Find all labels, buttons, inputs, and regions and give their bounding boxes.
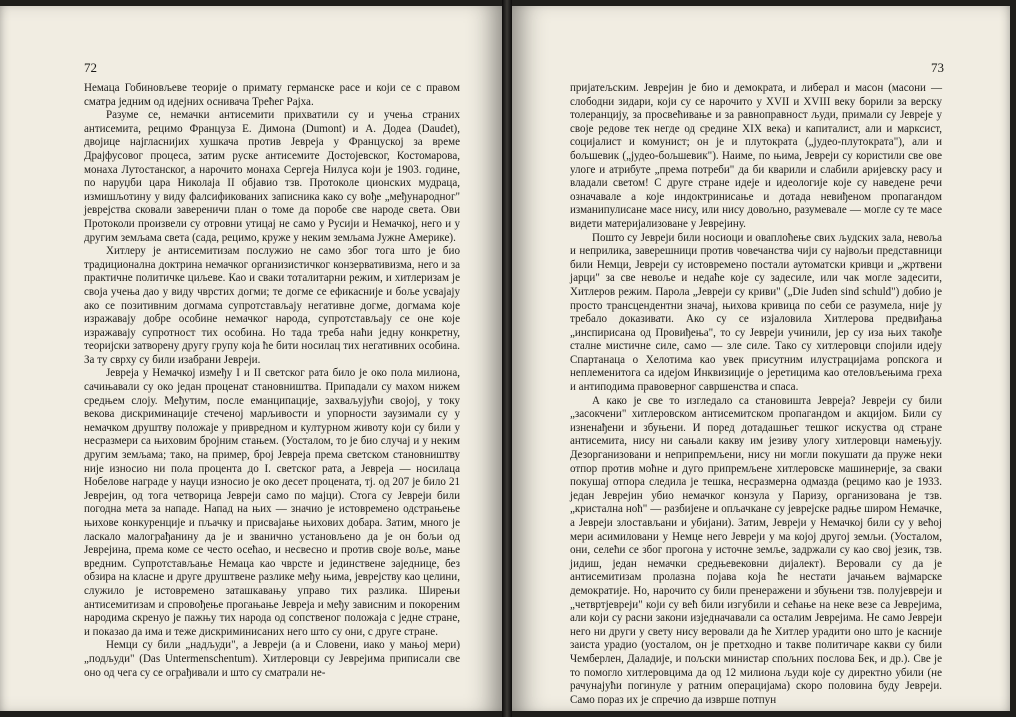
paragraph: Пошто су Јевреји били носиоци и оваплоћење свих људских зала, невоља и неприлика, заверешници против човечанства чији су највољи представници били Немци, Јевреји су истовремено постали аутоматски кривци и „жртвени јарци" за све невоље и недаће које су задесиле, или чак могле задесити, Хитлеров режим. Парола „Јевреји су криви" („Die Juden sind schuld") добио је просто трансцендентни значај, њихова кривица по себи се разумела, није ју требало доказивати. Ако су се изјаловила Хитлерова предвиђања „инспирисана од Провиђења", то су Јевреји учинили, јер су иза њих такође сталне мистичне силе, само — зле силе. Тако су хитлеровци спојили идеју Спартанаца о Хелотима као увек присутним илустрацијама ропскога и неплеменитога са идејом Инквизиције о јеретицима као отеловљењима греха и антиподима правоверног савршенства и спаса. (570, 231, 942, 394)
page-number-left: 72 (84, 60, 97, 75)
paragraph: Немаца Гобиновљеве теорије о примату германске расе и који се с правом сматра једним од идејних оснивача Трећег Рајха. (84, 82, 460, 108)
left-page (0, 6, 502, 711)
paragraph: пријатељским. Јеврејин је био и демократа, и либерал и масон (масони — слободни зидари, који су се нарочито у XVII и XVIII веку борили за верску толеранцију, за просвећивање и за равноправност људи, примали су Јевреје у своје редове тек негде од средине XIX века) и капиталист, али и марксист, социјалист и комунист; он је и плутократа („јудео-плутократа"), али и бољшевик („јудео-бољшевик"). Наиме, по њима, Јевреји су користили све ове улоге и атрибуте „према потреби" да би кварили и слабили аријевску расу и владали светом! С друге стране идеје и идеологије које су наведене речи означавале а које индоктринисање и дотада невиђеном пропагандом изманипулисане масе нису, или нису довољно, разумевале — могле су те масе видети материјализоване у Јеврејину. (570, 82, 942, 230)
paragraph: Немци су били „надљуди", а Јевреји (а и Словени, иако у мањој мери) „подљуди" (Das Untermenschentum). Хитлеровци су Јеврејима приписали све оно од чега су се ограђивали и што су сматрали не- (84, 639, 460, 679)
book-gutter (502, 0, 512, 717)
paragraph: Јевреја у Немачкој између I и II светског рата било је око пола милиона, сачињавали су око један проценат становништва. Припадали су махом нижем средњем слоју. Међутим, после еманципације, захваљујући својој, у току векова дискриминације стеченој марљивости и упорности заузимали су у немачком друштву положаје у привредном и културном животу који су били у несразмери са њиховим бројним стањем. (Уосталом, то је био случај и у неким другим земљама; тако, на пример, број Јевреја према светском становништву није износио ни пола процента до I. светског рата, а Јевреја — носилаца Нобелове награде у науци износио је око десет процената, тј. од 207 је било 21 Јеврејин, од тога четворица Јевреји само по мајци). Стога су Јевреји били погодна мета за нападе. Напад на њих — значио је истовремено одстрањење њихове конкуренције и пљачку и присвајање њихових добара. Затим, много је ласкало малограђанину да је и званично установљено да је он бољи од Јеврејина, према коме се често осећао, и несвесно и против своје воље, мање вредним. Супротстављање Немаца као чврсте и јединствене заједнице, без обзира на класне и друге друштвене разлике међу њима, јеврејству као целини, служило је истовремено заташкавању управо тих разлика. Ширењи антисемитизам и спровођење прогањање Јевреја и међу зависним и покореним народима скренуо је пажњу тих народа од сопственог положаја с једне стране, и показао да има и теже дискриминисаних него што су они, с друге стране. (84, 367, 460, 638)
right-page (512, 6, 1010, 711)
paragraph: Разуме се, немачки антисемити прихватили су и учења страних антисемита, рецимо Француза Е. Димона (Dumont) и А. Додеа (Daudet), двојице најгласнијих хушкача против Јевреја у Француској за време Драјфусовог процеса, затим руске антисемите Достојевског, Костомарова, монаха Лутостанског, а нарочито монаха Сергеја Нилуса који је 1903. године, по наруџби цара Николаја II објавио тзв. Протоколе ционских мудраца, измишљотину у виду фалсификованих записника како су вође „међународног" јеврејства сковали завереничи план о томе да поробе све народе света. Ови Протоколи произвели су отровни утицај не само у Русији и Немачкој, него и у другим земљама света (сада, рецимо, круже у неким земљама Јужне Америке). (84, 109, 460, 244)
left-page-text (84, 82, 460, 680)
right-page-text (570, 82, 942, 707)
paragraph: Хитлеру је антисемитизам послужио не само због тога што је био традиционална доктрина немачког организистичког конзервативизма, него и за практичне политичке циљеве. Као и сваки тоталитарни режим, и хитлеризам је своја учења дао у виду чврстих догми; те догме се ефикасније и боље усвајају ако се позитивним догмама супротстављају негативне догме, догмама које изражавају добре особине немачког народа, супротстављају се оне које изражавају супротност тих особина. Но тада треба наћи једну конкретну, теоријски затворену другу групу која ће бити носилац тих негативних особина. За ту сврху су били изабрани Јевреји. (84, 245, 460, 366)
paragraph: А како је све то изгледало са становишта Јевреја? Јевреји су били „засокчени" хитлеровском антисемитском пропагандом и акцијом. Били су изненађени и збуњени. И поред дотадашњег тешког искуства од стране антисемита, нису ни сањали какву им језиву улогу хитлеровци намењују. Дезорганизовани и неприпремљени, нису ни могли покушати да пруже неки отпор против моћне и дуго припремљене хитлеровске машинерије, за сваки покушај отпора следила је тешка, несразмерна одмазда (рецимо као је 1933. један Јеврејин убио немачког конзула у Паризу, организована је тзв. „кристална ноћ" — разбијене и опљачкане су јеврејске радње широм Немачке, а Јевреји злостављани и убијани). Затим, Јевреји у Немачкој били су у већој мери асимиловани у Немце него Јевреји у ма којој другој земљи. (Уосталом, они, селећи се због прогона у источне земље, задржали су као свој језик, тзв. јидиш, један немачки средњевековни дијалект). Веровали су да је антисемитизам пролазна појава која ће нестати јачањем вајмарске демократије. Но, нарочито су били пренеражени и збуњени тзв. полујевреји и „четвртјевреји" који су већ били изгубили и сећање на неке везе са Јеврејима, али који су расни закони изједначавали са осталим Јеврејима. Не само Јевреји него ни други у свету нису веровали да ће Хитлер урадити оно што је касније заиста урадио (уосталом, он је претходно и такве политичаре какви су били Чемберлен, Даладије, и пољски министар спољних послова Бек, и др.). Све је то помогло хитлеровцима да од 12 милиона људи које су директно убили (не рачунајући погинуле у ратним операцијама) скоро половина буду Јевреји. Само пораз их је спречио да изврше потпун (570, 394, 942, 706)
page-number-right: 73 (931, 60, 944, 75)
